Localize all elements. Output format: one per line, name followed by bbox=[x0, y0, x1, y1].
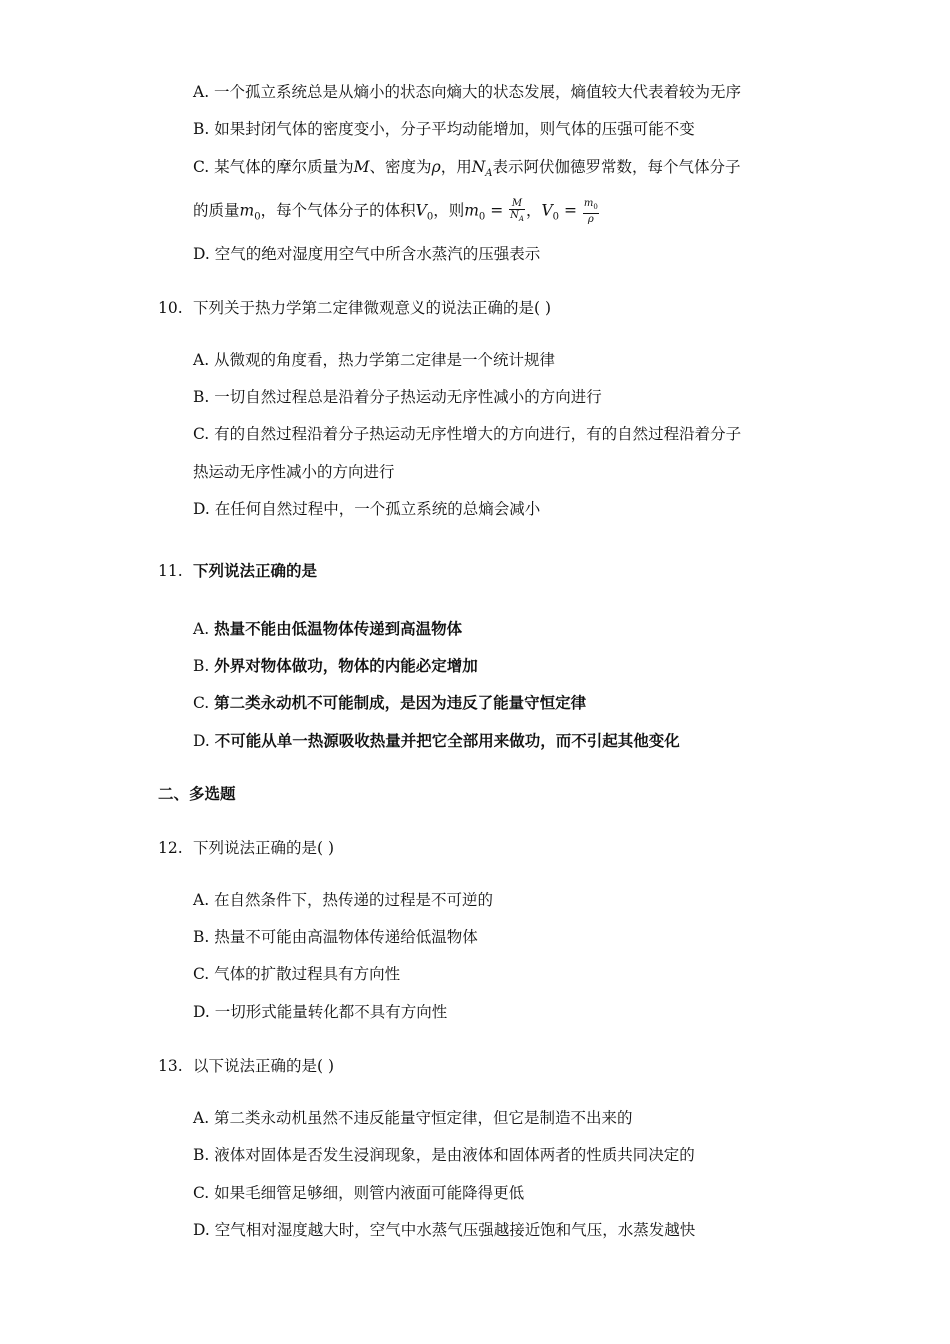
q12-option-c: C. 气体的扩散过程具有方向性 bbox=[193, 965, 401, 983]
q12-option-a: A. 在自然条件下，热传递的过程是不可逆的 bbox=[193, 891, 494, 909]
q13-option-c: C. 如果毛细管足够细，则管内液面可能降得更低 bbox=[193, 1184, 525, 1202]
q13-option-a: A. 第二类永动机虽然不违反能量守恒定律，但它是制造不出来的 bbox=[193, 1109, 633, 1127]
q13-stem: 以下说法正确的是( ) bbox=[193, 1057, 335, 1075]
q9-option-b: B. 如果封闭气体的密度变小，分子平均动能增加，则气体的压强可能不变 bbox=[193, 120, 695, 138]
q10-option-c-line2: 热运动无序性减小的方向进行 bbox=[193, 463, 395, 481]
q12-option-b: B. 热量不可能由高温物体传递给低温物体 bbox=[193, 928, 478, 946]
q9-option-d: D. 空气的绝对湿度用空气中所含水蒸汽的压强表示 bbox=[193, 245, 541, 263]
q13-option-b: B. 液体对固体是否发生浸润现象，是由液体和固体两者的性质共同决定的 bbox=[193, 1146, 695, 1164]
q11-option-b: B. 外界对物体做功，物体的内能必定增加 bbox=[193, 656, 478, 675]
q9-option-a: A. 一个孤立系统总是从熵小的状态向熵大的状态发展，熵值较大代表着较为无序 bbox=[193, 83, 742, 101]
q13-option-d: D. 空气相对湿度越大时，空气中水蒸气压强越接近饱和气压，水蒸发越快 bbox=[193, 1221, 696, 1239]
q11-option-d: D. 不可能从单一热源吸收热量并把它全部用来做功，而不引起其他变化 bbox=[193, 731, 680, 750]
q12-stem: 下列说法正确的是( ) bbox=[193, 839, 335, 857]
q10-number: 10. bbox=[158, 299, 183, 317]
q13-number: 13. bbox=[158, 1057, 183, 1075]
q10-stem: 下列关于热力学第二定律微观意义的说法正确的是( ) bbox=[193, 299, 552, 317]
q10-option-c-line1: C. 有的自然过程沿着分子热运动无序性增大的方向进行，有的自然过程沿着分子 bbox=[193, 425, 742, 443]
q10-option-d: D. 在任何自然过程中，一个孤立系统的总熵会减小 bbox=[193, 500, 541, 518]
q10-option-a: A. 从微观的角度看，热力学第二定律是一个统计规律 bbox=[193, 351, 556, 369]
q11-option-a: A. 热量不能由低温物体传递到高温物体 bbox=[193, 619, 463, 638]
q11-option-c: C. 第二类永动机不可能制成，是因为违反了能量守恒定律 bbox=[193, 693, 587, 712]
fraction-m0-over-rho: $\frac{m_0}{\rho}$ bbox=[583, 198, 598, 225]
q12-option-d: D. 一切形式能量转化都不具有方向性 bbox=[193, 1003, 448, 1021]
q10-option-b: B. 一切自然过程总是沿着分子热运动无序性减小的方向进行 bbox=[193, 388, 602, 406]
q11-number: 11. bbox=[158, 562, 183, 580]
q9-option-c-line2: 的质量$m_0$，每个气体分子的体积$V_0$，则$m_0$ = $\frac{M}{N_A}$ ，$V_0$ = $\frac{m_0}{\rho}$ bbox=[193, 198, 598, 225]
q11-stem: 下列说法正确的是 bbox=[193, 561, 318, 580]
fraction-m-over-na: $\frac{M}{N_A}$ bbox=[510, 198, 524, 223]
q12-number: 12. bbox=[158, 839, 183, 857]
q9-option-c-line1: C. 某气体的摩尔质量为M、密度为ρ，用$N_A$表示阿伏伽德罗常数，每个气体分子 bbox=[193, 158, 741, 180]
section-title-multiple-choice: 二、多选题 bbox=[158, 784, 236, 803]
